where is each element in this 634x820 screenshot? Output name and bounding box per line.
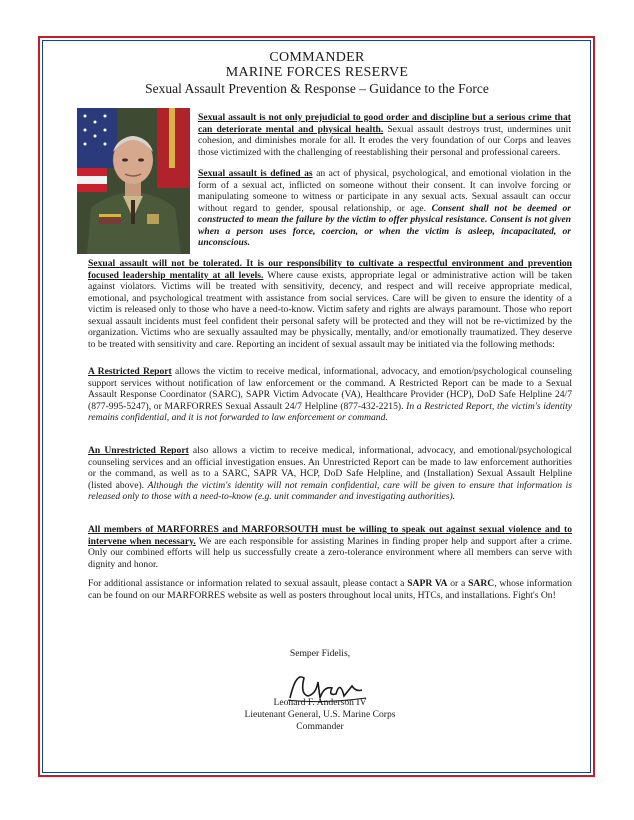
paragraph-not-tolerated: Sexual assault will not be tolerated. It is our responsibility to cultivate a respectful environment and prevention focused leadership mentality at all levels. Where cause exists, appropriate legal or administrative action will be taken against violators. Victims will be treated with sensitivity, decency, and respect and will receive appropriate medical, emotional, and psychological treatment with assistance from social services. Care will be given to ensure the identity of a victim is released only to those who have a need-to-know. Victim safety and rights are always paramount. Those who report sexual assault incidents must feel confident their personal safety will be protected and they will not be re-victimized by the organization. Victims who are sexually assaulted may be physically, mentally, and/or emotionally traumatized. They deserve to be treated with sensitivity and care. Reporting an incident of sexual assault may be initiated via the following methods: xyxy=(88,258,573,350)
signature-block xyxy=(220,697,420,733)
paragraph-speak-out: All members of MARFORRES and MARFORSOUTH must be willing to speak out against sexual violence and to intervene when necessary. We are each responsible for assisting Marines in finding proper help and support after a crime. Only our combined efforts will help us successfully create a zero-tolerance environment where all members can serve with dignity and honor. xyxy=(88,524,572,570)
signer-name: Leonard F. Anderson IV xyxy=(273,697,367,708)
paragraph-unrestricted-report: An Unrestricted Report also allows a victim to receive medical, informational, advocacy, and emotional/psychological counseling services and an official investigation ensues. An Unrestricted Report can be made to law enforcement authorities or the command, as well as to a SARC, SAPR VA, HCP, DoD Safe Helpline, and (Installation) Sexual Assault Helpline (listed above). Although the victim's identity will not remain confidential, care will be given to ensure that information is released only to those with a need-to-know (e.g. unit commander and investigating authorities). xyxy=(88,445,572,502)
signer-rank: Lieutenant General, U.S. Marine Corps xyxy=(244,709,396,720)
header-title: COMMANDER xyxy=(269,50,365,65)
header-subtitle: Sexual Assault Prevention & Response – Guidance to the Force xyxy=(145,81,489,96)
paragraph-restricted-report: A Restricted Report allows the victim to receive medical, informational, advocacy, and emotion/psychological counseling support services without notification of law enforcement or the command. A Restricted Report can be made to a Sexual Assault Response Coordinator (SARC), SAPR Victim Advocate (VA), Healthcare Provider (HCP), DoD Safe Helpline 24/7 (877-995-5247), or MARFORRES Sexual Assault 24/7 Helpline (877-432-2215). In a Restricted Report, the victim's identity remains confidential, and it is not forwarded to law enforcement or command. xyxy=(88,366,572,423)
portrait-photo-icon xyxy=(77,108,190,254)
paragraph-definition: Sexual assault is defined as an act of physical, psychological, and emotional violation in the form of a sexual act, inflicted on someone without their consent. It can involve forcing or manipulating someone to witness or participate in any sexual acts. Sexual assault can occur without regard to gender, spousal relationship, or age. Consent shall not be deemed or constructed to mean the failure by the victim to offer physical resistance. Consent is not given when a person uses force, coercion, or when the victim is asleep, incapacitated, or unconscious. xyxy=(198,168,571,248)
header-organization: MARINE FORCES RESERVE xyxy=(225,65,409,80)
signer-title: Commander xyxy=(296,721,344,732)
closing-salutation: Semper Fidelis, xyxy=(289,648,351,659)
paragraph-intro: Sexual assault is not only prejudicial to good order and discipline but a serious crime that can deteriorate mental and physical health. Sexual assault destroys trust, undermines unit cohesion, and diminishes morale for all. It erodes the very foundation of our Corps and leaves those victimized with the challenging of reestablishing their personal and professional careers. xyxy=(198,112,571,158)
paragraph-contact-info: For additional assistance or information related to sexual assault, please contact a SAPR VA or a SARC, whose information can be found on our MARFORRES website as well as posters throughout local units, HTCs, and installations. Fight's On! xyxy=(88,578,572,601)
